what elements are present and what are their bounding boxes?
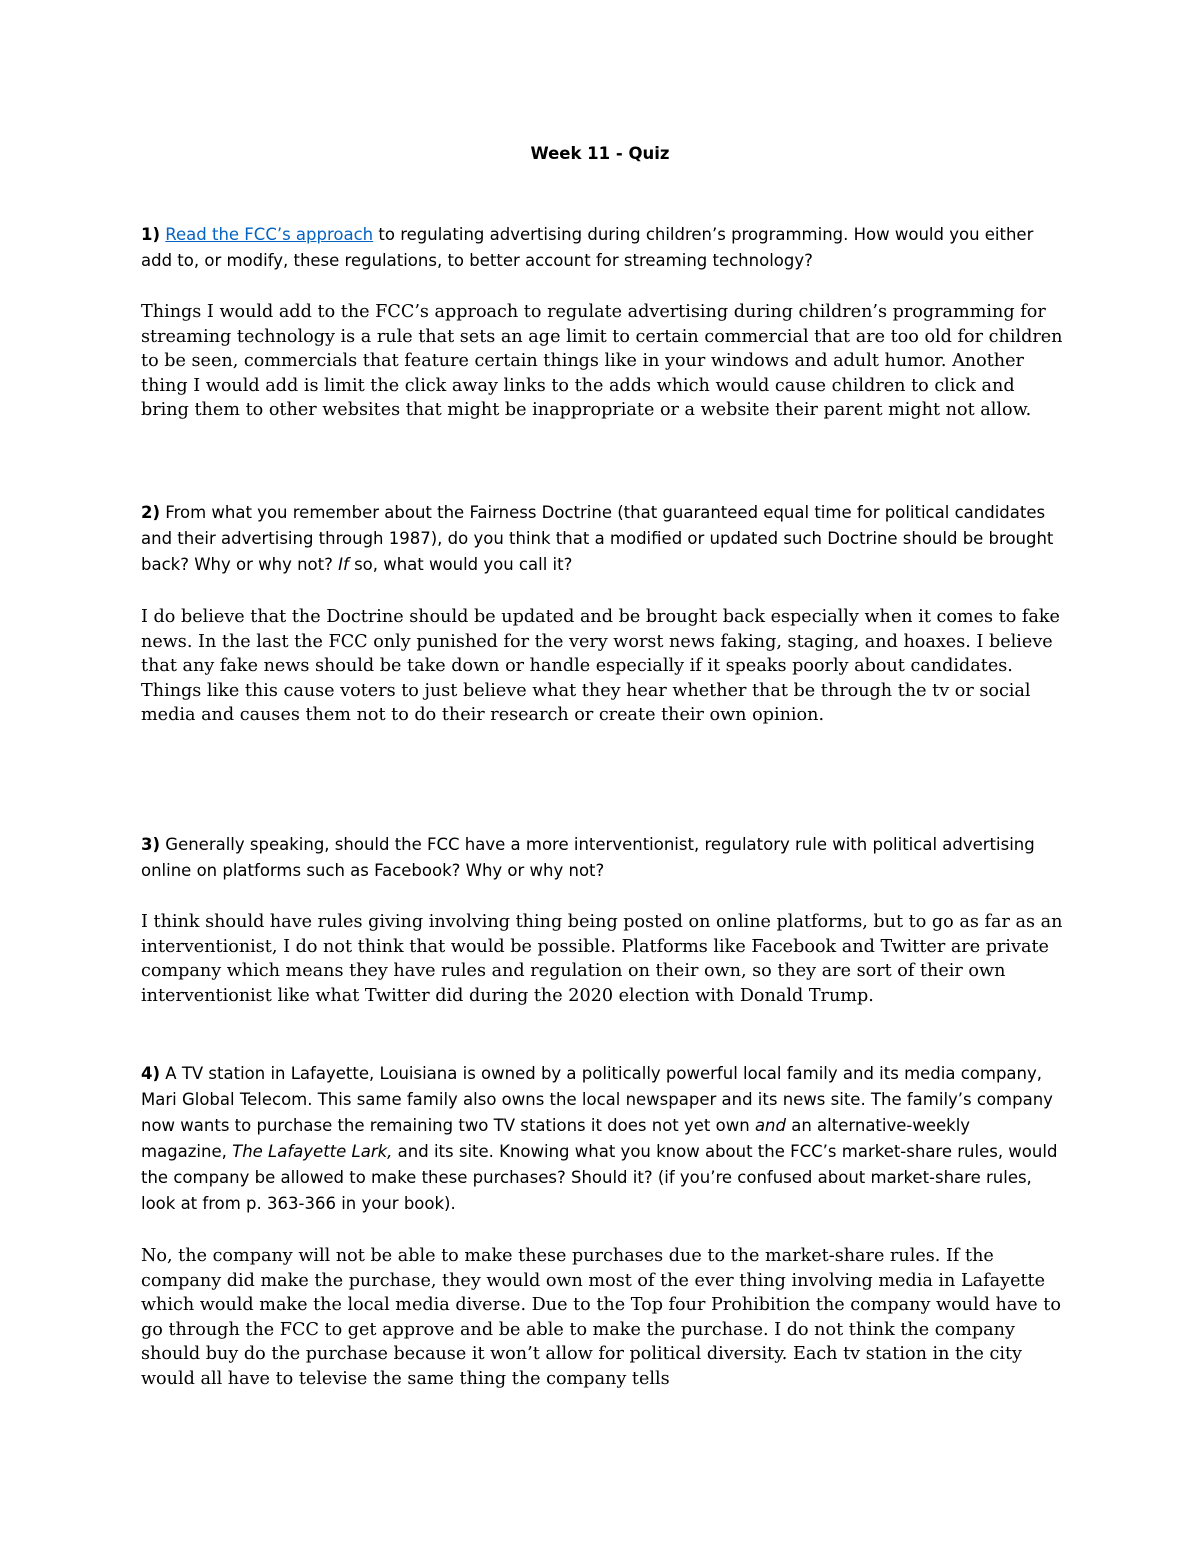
question-number: 2) [141,503,161,522]
magazine-title: The Lafayette Lark, [232,1142,393,1161]
question-number: 1) [141,225,161,244]
answer-2: I do believe that the Doctrine should be updated and be brought back especially when it comes to fake news. In the last the FCC only punished for the very worst news faking, staging, and hoaxes. I believe that any fake news should be take down or handle especially if it speaks poorly about candidates. Things like this cause voters to just believe what they hear whether that be through the tv or social media and causes them not to do their research or create their own opinion. [141,607,1060,726]
question-2 [141,500,1061,578]
question-text: so, what would you call it? [354,555,573,574]
question-4 [141,1061,1061,1217]
document-title: Week 11 - Quiz [530,144,670,163]
question-text: and its site. Knowing what you know about the FCC’s market-share rules, would the company be allowed to make these purchases? Should it? (if you’re confused about market-share rules, look at from p. 363-366 in your book). [141,1142,1058,1213]
question-1 [141,222,1061,274]
question-text: From what you remember about the Fairness Doctrine (that guaranteed equal time for political candidates and their advertising through 1987), do you think that a modified or updated such Doctrine should be brought back? Why or why not? [141,503,1054,574]
fcc-approach-link[interactable]: Read the FCC’s approach [165,225,374,244]
question-number: 3) [141,835,161,854]
question-text: Generally speaking, should the FCC have a more interventionist, regulatory rule with political advertising online on platforms such as Facebook? Why or why not? [141,835,1035,880]
question-text: A TV station in Lafayette, Louisiana is owned by a politically powerful local family and its media company, Mari Global Telecom. This same family also owns the local newspaper and its news site. The family’s company now wants to purchase the remaining two TV stations it does not yet own [141,1064,1053,1135]
question-3 [141,832,1061,884]
answer-3: I think should have rules giving involving thing being posted on online platforms, but to go as far as an interventionist, I do not think that would be possible. Platforms like Facebook and Twitter are private company which means they have rules and regulation on their own, so they are sort of their own interventionist like what Twitter did during the 2020 election with Donald Trump. [141,912,1063,1006]
answer-4: No, the company will not be able to make these purchases due to the market-share rules. If the company did make the purchase, they would own most of the ever thing involving media in Lafayette which would make the local media diverse. Due to the Top four Prohibition the company would have to go through the FCC to get approve and be able to make the purchase. I do not think the company should buy do the purchase because it won’t allow for political diversity. Each tv station in the city would all have to televise the same thing the company tells [141,1246,1061,1389]
question-text: an alternative-weekly magazine, [141,1116,971,1161]
question-text: to regulating advertising during children’s programming. How would you either add to, or modify, these regulations, to better account for streaming technology? [141,225,1034,270]
question-text-emphasis: If [338,555,349,574]
question-number: 4) [141,1064,161,1083]
question-text-emphasis: and [754,1116,786,1135]
answer-1: Things I would add to the FCC’s approach to regulate advertising during children’s programming for streaming technology is a rule that sets an age limit to certain commercial that are too old for children to be seen, commercials that feature certain things like in your windows and adult humor. Another thing I would add is limit the click away links to the adds which would cause children to click and bring them to other websites that might be inappropriate or a website their parent might not allow. [141,302,1063,421]
